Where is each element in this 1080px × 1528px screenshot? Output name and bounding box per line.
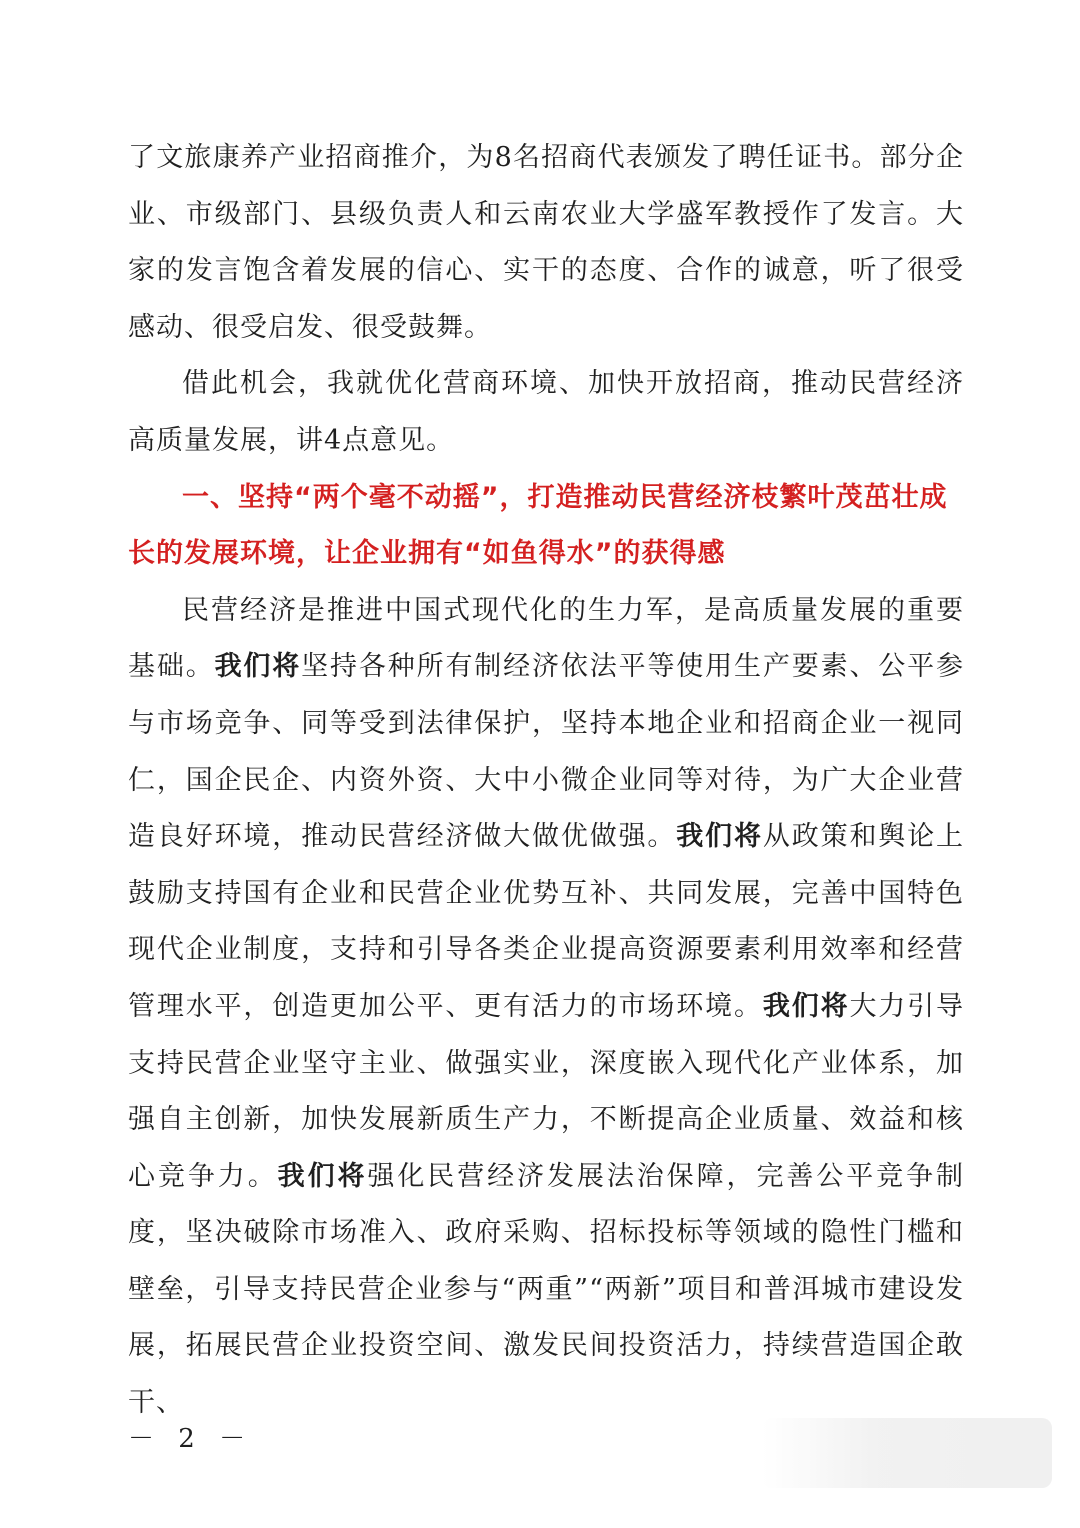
text-segment: 坚持各种所有制经济依法平等使用生产要素、公平参与市场竞争、同等受到法律保护，坚持本地企业和招商企业一视同仁，国企民企、内资外资、大中小微企业同等对待，为广大企业营造良好环境，推动民营经济做大做优做强。: [128, 651, 965, 853]
watermark-overlay: [762, 1418, 1052, 1488]
document-body: [128, 130, 964, 1432]
text-segment: 强化民营经济发展法治保障，完善公平竞争制度，坚决破除市场准入、政府采购、招标投标等领域的隐性门槛和壁垒，引导支持民营企业参与“两重”“两新”项目和普洱城市建设发展，拓展民营企业投资空间、激发民间投资活力，持续营造国企敢干、: [128, 1160, 965, 1419]
bold-phrase: 我们将: [676, 821, 763, 853]
bold-phrase: 我们将: [214, 651, 302, 683]
page-number: － 2 －: [128, 1424, 254, 1454]
text-segment: 大力引导支持民营企业坚守主业、做强实业，深度嵌入现代化产业体系，加强自主创新，加快发展新质生产力，不断提高企业质量、效益和核心竞争力。: [128, 990, 965, 1192]
paragraph-section-1: [128, 583, 964, 1432]
section-heading-1: 一、坚持“两个毫不动摇”，打造推动民营经济枝繁叶茂茁壮成长的发展环境，让企业拥有“如鱼得水”的获得感: [128, 481, 948, 570]
text-segment: 民营经济是推进中国式现代化的生力军，是高质量发展的重要基础。: [128, 594, 964, 683]
bold-phrase: 我们将: [277, 1160, 368, 1192]
paragraph-intro-continuation: 了文旅康养产业招商推介，为8名招商代表颁发了聘任证书。部分企业、市级部门、县级负责人和云南农业大学盛军教授作了发言。大家的发言饱含着发展的信心、实干的态度、合作的诚意，听了很受感动、很受启发、很受鼓舞。: [128, 142, 964, 343]
bold-phrase: 我们将: [762, 990, 850, 1022]
text-segment: 从政策和舆论上鼓励支持国有企业和民营企业优势互补、共同发展，完善中国特色现代企业制度，支持和引导各类企业提高资源要素利用效率和经营管理水平，创造更加公平、更有活力的市场环境。: [128, 821, 965, 1022]
paragraph-opinions: 借此机会，我就优化营商环境、加快开放招商，推动民营经济高质量发展，讲4点意见。: [128, 368, 964, 456]
